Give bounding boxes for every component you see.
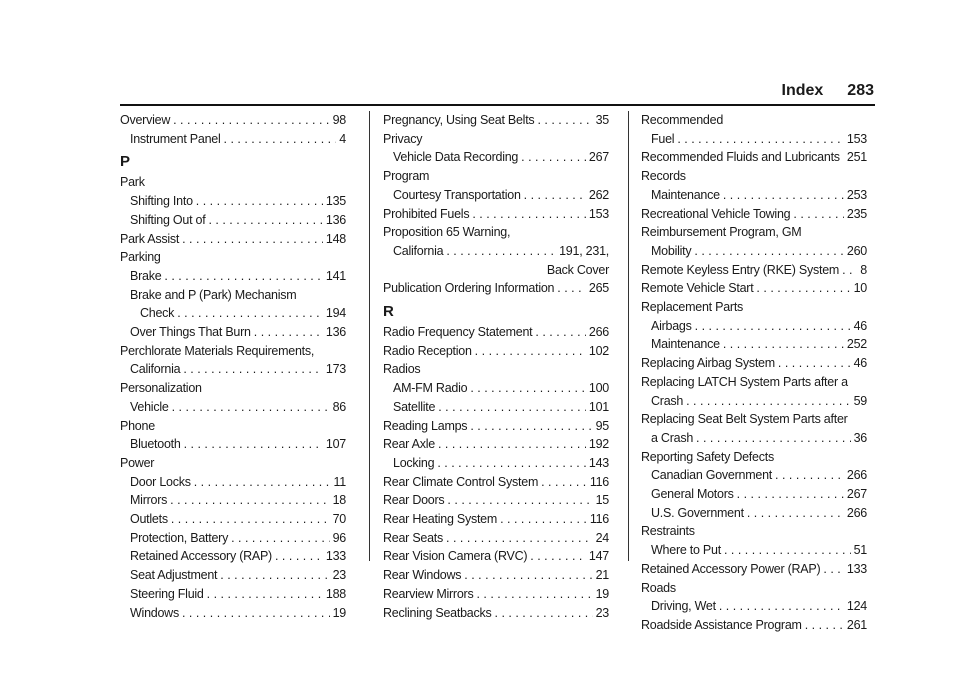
index-entry bbox=[120, 267, 346, 286]
dot-leader bbox=[182, 230, 323, 249]
index-entry bbox=[641, 541, 867, 560]
entry-page-number: 133 bbox=[846, 561, 867, 576]
dot-leader bbox=[170, 491, 329, 510]
index-column-1 bbox=[120, 111, 346, 622]
index-heading: Replacing Seat Belt System Parts after bbox=[641, 412, 848, 427]
entry-page-number: 173 bbox=[325, 362, 346, 377]
dot-leader bbox=[438, 435, 586, 454]
entry-label: Airbags bbox=[651, 318, 692, 333]
entry-page-number: 116 bbox=[589, 512, 609, 527]
entry-page-number: 101 bbox=[588, 399, 609, 414]
dot-leader bbox=[686, 392, 851, 411]
dot-leader bbox=[183, 360, 323, 379]
dot-leader bbox=[164, 267, 322, 286]
entry-page-number: 194 bbox=[325, 306, 346, 321]
entry-page-number: 102 bbox=[588, 343, 609, 358]
entry-label: Remote Keyless Entry (RKE) System bbox=[641, 262, 840, 277]
dot-leader bbox=[254, 323, 323, 342]
index-column-3 bbox=[641, 111, 867, 635]
entry-page-number: 261 bbox=[846, 617, 867, 632]
entry-page-number: 51 bbox=[853, 543, 867, 558]
index-heading: Perchlorate Materials Requirements, bbox=[120, 343, 315, 358]
entry-page-number: 98 bbox=[332, 113, 346, 127]
dot-leader bbox=[723, 335, 844, 354]
entry-page-number: 124 bbox=[846, 599, 867, 614]
entry-label: a Crash bbox=[651, 430, 694, 445]
entry-label: Radio Reception bbox=[383, 343, 472, 358]
entry-label: Reclining Seatbacks bbox=[383, 605, 492, 620]
entry-page-number: 95 bbox=[595, 418, 609, 433]
entry-label: Rear Vision Camera (RVC) bbox=[383, 549, 528, 564]
entry-page-number: 35 bbox=[595, 113, 609, 127]
index-entry bbox=[641, 242, 867, 261]
entry-label: Radio Frequency Statement bbox=[383, 325, 533, 340]
dot-leader bbox=[823, 560, 844, 579]
dot-leader bbox=[495, 604, 593, 623]
entry-page-number: 252 bbox=[846, 337, 867, 352]
index-heading: Brake and P (Park) Mechanism bbox=[130, 287, 297, 302]
index-heading: Power bbox=[120, 455, 155, 470]
entry-page-number: 15 bbox=[595, 493, 609, 508]
entry-label: Park Assist bbox=[120, 231, 180, 246]
index-entry bbox=[383, 323, 609, 342]
index-column-2 bbox=[383, 111, 609, 622]
index-entry bbox=[383, 510, 609, 529]
index-entry bbox=[383, 585, 609, 604]
entry-page-number: 11 bbox=[333, 474, 346, 489]
entry-label: Pregnancy, Using Seat Belts bbox=[383, 113, 535, 127]
index-entry bbox=[383, 435, 609, 454]
dot-leader bbox=[275, 547, 323, 566]
entry-page-number: 135 bbox=[325, 194, 346, 209]
entry-page-number: 141 bbox=[325, 268, 346, 283]
entry-page-number: 23 bbox=[595, 605, 609, 620]
index-title: Index bbox=[781, 82, 824, 99]
index-heading: Replacement Parts bbox=[641, 300, 744, 315]
dot-leader bbox=[472, 205, 586, 224]
entry-page-number: 153 bbox=[588, 206, 609, 221]
index-heading: Privacy bbox=[383, 131, 423, 146]
entry-label: Mirrors bbox=[130, 493, 168, 508]
index-entry bbox=[120, 585, 346, 604]
index-entry bbox=[120, 323, 346, 342]
entry-page-number: 19 bbox=[332, 605, 346, 620]
entry-page-number: 86 bbox=[332, 399, 346, 414]
entry-label: Maintenance bbox=[651, 337, 720, 352]
entry-page-number: 192 bbox=[588, 437, 609, 452]
index-heading: Recommended bbox=[641, 113, 724, 127]
index-heading: Proposition 65 Warning, bbox=[383, 225, 511, 240]
entry-page-number: 143 bbox=[588, 455, 609, 470]
entry-label: AM-FM Radio bbox=[393, 381, 468, 396]
index-entry bbox=[120, 566, 346, 585]
index-entry bbox=[120, 111, 346, 130]
entry-label: Maintenance bbox=[651, 187, 720, 202]
dot-leader bbox=[805, 616, 844, 635]
index-entry bbox=[120, 529, 346, 548]
entry-page-number: 265 bbox=[588, 281, 609, 296]
entry-label: Fuel bbox=[651, 131, 675, 146]
entry-label: Brake bbox=[130, 268, 162, 283]
section-letter: R bbox=[383, 303, 394, 321]
entry-label: U.S. Government bbox=[651, 505, 744, 520]
dot-leader bbox=[446, 242, 556, 261]
dot-leader bbox=[737, 485, 844, 504]
entry-page-number: 59 bbox=[853, 393, 867, 408]
index-heading: Phone bbox=[120, 418, 155, 433]
entry-page-number: 266 bbox=[846, 468, 867, 483]
entry-label: California bbox=[130, 362, 181, 377]
entry-label: Over Things That Burn bbox=[130, 325, 251, 340]
index-entry bbox=[383, 205, 609, 224]
index-entry bbox=[120, 230, 346, 249]
dot-leader bbox=[173, 111, 330, 130]
entry-page-number: 260 bbox=[846, 243, 867, 258]
index-entry bbox=[120, 604, 346, 623]
index-entry bbox=[641, 392, 867, 411]
dot-leader bbox=[694, 242, 844, 261]
index-entry bbox=[641, 616, 867, 635]
entry-label: California bbox=[393, 243, 444, 258]
index-entry bbox=[383, 473, 609, 492]
entry-label: Recreational Vehicle Towing bbox=[641, 206, 791, 221]
dot-leader bbox=[530, 547, 586, 566]
entry-label: Publication Ordering Information bbox=[383, 281, 555, 296]
index-entry bbox=[641, 317, 867, 336]
entry-label: Vehicle bbox=[130, 399, 169, 414]
index-heading: Parking bbox=[120, 250, 161, 265]
index-entry bbox=[120, 435, 346, 454]
dot-leader bbox=[541, 473, 587, 492]
dot-leader bbox=[500, 510, 587, 529]
dot-leader bbox=[696, 429, 851, 448]
entry-page-number: 107 bbox=[325, 437, 346, 452]
dot-leader bbox=[220, 566, 329, 585]
entry-page-number: 191, 231, bbox=[559, 243, 609, 258]
index-entry bbox=[383, 279, 609, 298]
index-entry bbox=[641, 261, 867, 280]
index-entry bbox=[120, 491, 346, 510]
dot-leader bbox=[747, 504, 844, 523]
dot-leader bbox=[475, 342, 586, 361]
entry-label: Canadian Government bbox=[651, 468, 773, 483]
entry-label: Prohibited Fuels bbox=[383, 206, 470, 221]
entry-label: Rear Seats bbox=[383, 530, 444, 545]
dot-leader bbox=[535, 323, 586, 342]
entry-label: Retained Accessory (RAP) bbox=[130, 549, 272, 564]
entry-label: Rear Axle bbox=[383, 437, 435, 452]
index-heading: Records bbox=[641, 169, 686, 184]
index-entry bbox=[120, 130, 346, 149]
entry-page-number: 10 bbox=[853, 281, 867, 296]
entry-label: Rear Climate Control System bbox=[383, 474, 539, 489]
entry-page-number: 262 bbox=[588, 187, 609, 202]
index-entry bbox=[120, 473, 346, 492]
dot-leader bbox=[695, 317, 851, 336]
index-entry bbox=[641, 186, 867, 205]
entry-label: Protection, Battery bbox=[130, 530, 229, 545]
dot-leader bbox=[723, 186, 844, 205]
entry-page-number: 251 bbox=[846, 150, 867, 165]
index-entry bbox=[641, 504, 867, 523]
dot-leader bbox=[182, 604, 330, 623]
index-entry bbox=[383, 491, 609, 510]
header-rule bbox=[120, 104, 875, 106]
entry-page-number: 100 bbox=[588, 381, 609, 396]
dot-leader bbox=[476, 585, 592, 604]
dot-leader bbox=[842, 261, 857, 280]
dot-leader bbox=[756, 279, 850, 298]
index-entry bbox=[641, 148, 867, 167]
dot-leader bbox=[171, 510, 330, 529]
index-entry bbox=[383, 148, 609, 167]
entry-label: Shifting Into bbox=[130, 194, 193, 209]
entry-page-number: 267 bbox=[846, 487, 867, 502]
dot-leader bbox=[778, 354, 851, 373]
entry-label: Rear Doors bbox=[383, 493, 445, 508]
index-entry bbox=[641, 279, 867, 298]
index-entry bbox=[383, 604, 609, 623]
entry-page-number: 136 bbox=[325, 212, 346, 227]
entry-page-number: 266 bbox=[588, 325, 609, 340]
index-entry bbox=[641, 485, 867, 504]
dot-leader bbox=[524, 186, 586, 205]
entry-page-number: 235 bbox=[846, 206, 867, 221]
dot-leader bbox=[196, 192, 323, 211]
dot-leader bbox=[184, 435, 323, 454]
dot-leader bbox=[843, 148, 844, 167]
entry-page-number: 96 bbox=[332, 530, 346, 545]
dot-leader bbox=[724, 541, 851, 560]
dot-leader bbox=[172, 398, 330, 417]
entry-label: General Motors bbox=[651, 487, 734, 502]
entry-label: Instrument Panel bbox=[130, 131, 221, 146]
index-entry bbox=[383, 342, 609, 361]
dot-leader bbox=[677, 130, 844, 149]
entry-page-number: 46 bbox=[853, 356, 867, 371]
index-entry bbox=[120, 304, 346, 323]
entry-page-number: 24 bbox=[595, 530, 609, 545]
entry-page-number: 4 bbox=[339, 131, 346, 146]
dot-leader bbox=[537, 111, 592, 130]
entry-label: Steering Fluid bbox=[130, 586, 204, 601]
page-reference-continuation: Back Cover bbox=[546, 262, 609, 277]
index-heading: Restraints bbox=[641, 524, 695, 539]
index-heading: Program bbox=[383, 169, 430, 184]
entry-page-number: 21 bbox=[595, 568, 609, 583]
index-heading: Reporting Safety Defects bbox=[641, 449, 774, 464]
entry-label: Rearview Mirrors bbox=[383, 586, 474, 601]
entry-label: Roadside Assistance Program bbox=[641, 617, 802, 632]
dot-leader bbox=[437, 454, 586, 473]
dot-leader bbox=[231, 529, 330, 548]
index-entry bbox=[641, 354, 867, 373]
index-entry bbox=[383, 417, 609, 436]
dot-leader bbox=[224, 130, 337, 149]
entry-page-number: 70 bbox=[332, 512, 346, 527]
dot-leader bbox=[464, 566, 592, 585]
entry-page-number: 46 bbox=[853, 318, 867, 333]
dot-leader bbox=[177, 304, 323, 323]
index-entry bbox=[641, 466, 867, 485]
index-entry bbox=[383, 547, 609, 566]
dot-leader bbox=[207, 585, 323, 604]
index-entry bbox=[641, 560, 867, 579]
index-entry bbox=[120, 360, 346, 379]
entry-page-number: 253 bbox=[846, 187, 867, 202]
index-entry bbox=[120, 510, 346, 529]
entry-label: Retained Accessory Power (RAP) bbox=[641, 561, 821, 576]
entry-label: Mobility bbox=[651, 243, 692, 258]
entry-label: Check bbox=[140, 306, 175, 321]
entry-page-number: 188 bbox=[325, 586, 346, 601]
index-entry bbox=[383, 242, 609, 261]
dot-leader bbox=[793, 205, 844, 224]
page-header bbox=[782, 82, 875, 100]
index-entry bbox=[641, 597, 867, 616]
entry-label: Remote Vehicle Start bbox=[641, 281, 754, 296]
entry-label: Vehicle Data Recording bbox=[393, 150, 519, 165]
dot-leader bbox=[775, 466, 844, 485]
dot-leader bbox=[194, 473, 331, 492]
entry-page-number: 19 bbox=[595, 586, 609, 601]
dot-leader bbox=[470, 417, 592, 436]
entry-label: Satellite bbox=[393, 399, 436, 414]
index-entry bbox=[383, 111, 609, 130]
index-entry bbox=[383, 454, 609, 473]
entry-page-number: 147 bbox=[588, 549, 609, 564]
page-number: 283 bbox=[847, 82, 874, 99]
entry-label: Door Locks bbox=[130, 474, 191, 489]
index-entry bbox=[383, 379, 609, 398]
entry-label: Shifting Out of bbox=[130, 212, 206, 227]
column-divider bbox=[628, 111, 629, 561]
entry-page-number: 23 bbox=[332, 568, 346, 583]
entry-page-number: 266 bbox=[846, 505, 867, 520]
dot-leader bbox=[557, 279, 586, 298]
dot-leader bbox=[470, 379, 586, 398]
index-entry bbox=[641, 205, 867, 224]
index-heading: Replacing LATCH System Parts after a bbox=[641, 374, 848, 389]
entry-label: Driving, Wet bbox=[651, 599, 716, 614]
index-heading: Park bbox=[120, 175, 145, 190]
index-entry bbox=[120, 398, 346, 417]
index-entry bbox=[120, 192, 346, 211]
entry-label: Bluetooth bbox=[130, 437, 181, 452]
entry-page-number: 153 bbox=[846, 131, 867, 146]
dot-leader bbox=[438, 398, 586, 417]
index-entry bbox=[383, 566, 609, 585]
index-entry bbox=[383, 186, 609, 205]
entry-label: Where to Put bbox=[651, 543, 721, 558]
dot-leader bbox=[208, 211, 322, 230]
entry-page-number: 36 bbox=[853, 430, 867, 445]
dot-leader bbox=[521, 148, 586, 167]
entry-page-number: 148 bbox=[325, 231, 346, 246]
index-entry bbox=[383, 398, 609, 417]
entry-label: Replacing Airbag System bbox=[641, 356, 775, 371]
column-divider bbox=[369, 111, 370, 561]
index-entry bbox=[641, 335, 867, 354]
index-entry bbox=[120, 211, 346, 230]
index-entry bbox=[641, 130, 867, 149]
index-heading: Roads bbox=[641, 580, 676, 595]
entry-label: Crash bbox=[651, 393, 684, 408]
entry-label: Seat Adjustment bbox=[130, 568, 218, 583]
entry-label: Rear Windows bbox=[383, 568, 462, 583]
entry-label: Reading Lamps bbox=[383, 418, 468, 433]
index-entry bbox=[383, 529, 609, 548]
index-heading: Radios bbox=[383, 362, 421, 377]
dot-leader bbox=[447, 491, 592, 510]
dot-leader bbox=[446, 529, 593, 548]
index-heading: Personalization bbox=[120, 381, 202, 396]
index-heading: Reimbursement Program, GM bbox=[641, 225, 802, 240]
entry-label: Locking bbox=[393, 455, 435, 470]
entry-label: Rear Heating System bbox=[383, 512, 498, 527]
entry-label: Windows bbox=[130, 605, 179, 620]
index-entry bbox=[120, 547, 346, 566]
entry-page-number: 116 bbox=[589, 474, 609, 489]
section-letter: P bbox=[120, 153, 130, 171]
dot-leader bbox=[719, 597, 844, 616]
entry-label: Courtesy Transportation bbox=[393, 187, 521, 202]
entry-page-number: 133 bbox=[325, 549, 346, 564]
entry-page-number: 18 bbox=[332, 493, 346, 508]
entry-label: Overview bbox=[120, 113, 171, 127]
entry-page-number: 267 bbox=[588, 150, 609, 165]
index-entry bbox=[641, 429, 867, 448]
entry-label: Outlets bbox=[130, 512, 168, 527]
entry-page-number: 136 bbox=[325, 325, 346, 340]
entry-label: Recommended Fluids and Lubricants bbox=[641, 150, 840, 165]
entry-page-number: 8 bbox=[860, 262, 867, 277]
